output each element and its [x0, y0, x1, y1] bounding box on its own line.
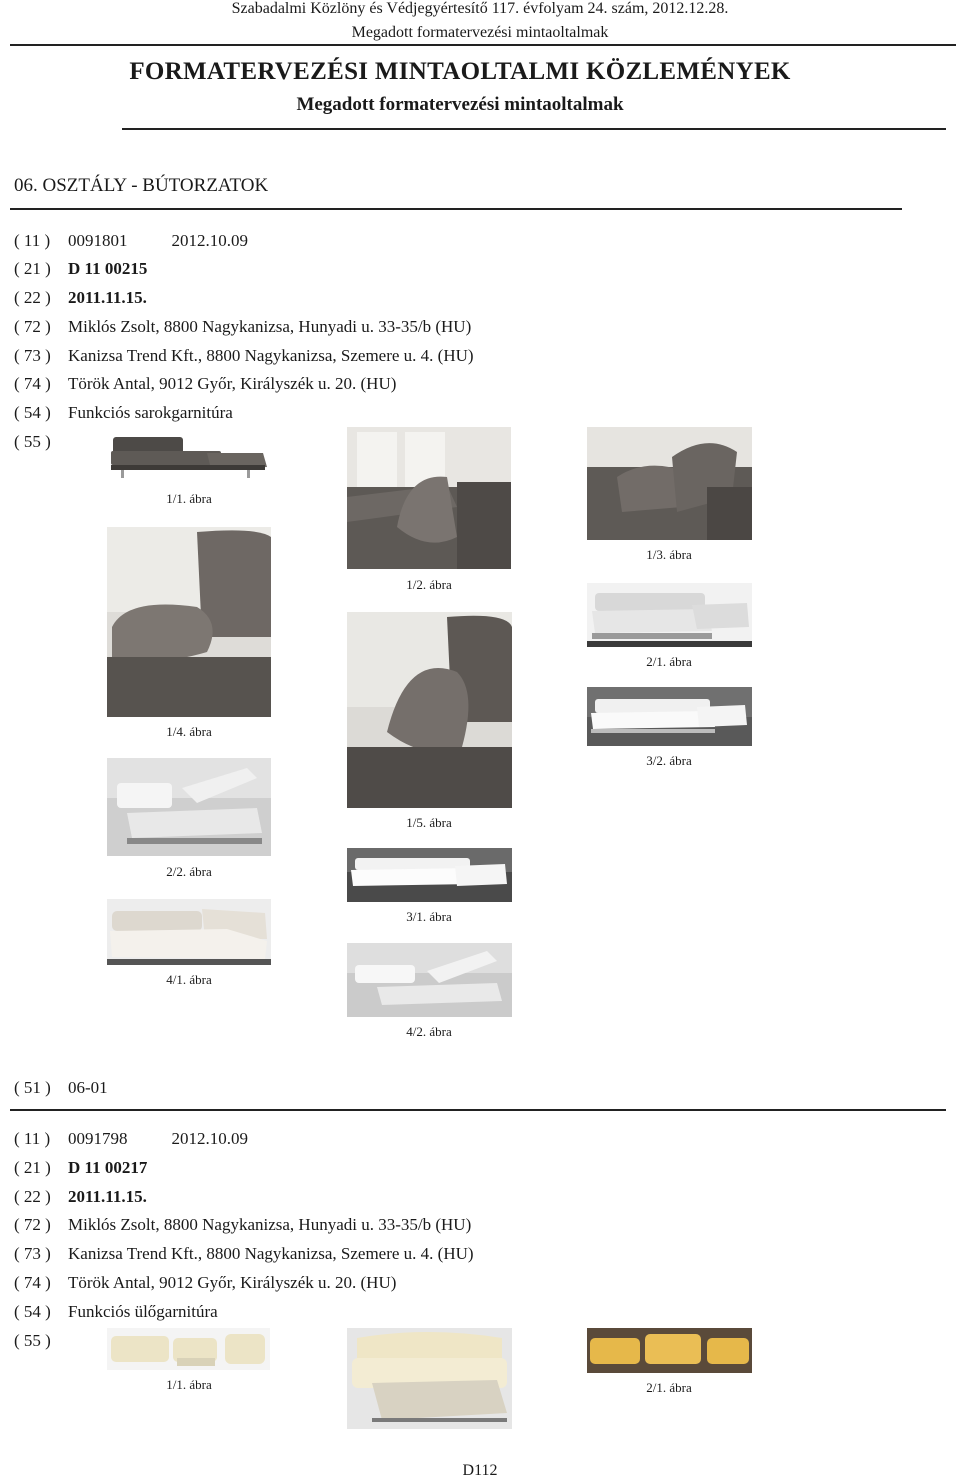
designer: Miklós Zsolt, 8800 Nagykanizsa, Hunyadi u. 33-35/b (HU) — [68, 1215, 472, 1234]
figure-3-1-image — [347, 848, 512, 902]
field-code: ( 21 ) — [14, 1158, 51, 1177]
field-code: ( 74 ) — [14, 1273, 51, 1292]
registration-number: 0091798 — [68, 1129, 128, 1148]
record1-field-54 — [14, 402, 233, 424]
figure-r2-1-1-image — [107, 1328, 270, 1370]
record1-field-21 — [14, 258, 147, 280]
figure-3-1-caption: 3/1. ábra — [406, 909, 452, 924]
figure-2-2-image — [107, 758, 271, 856]
page-subtitle: Megadott formatervezési mintaoltalmak — [296, 94, 624, 115]
figure-1-1-caption: 1/1. ábra — [166, 491, 212, 506]
field-code: ( 55 ) — [14, 432, 51, 451]
section-rule — [10, 208, 902, 210]
record2-field-11 — [14, 1128, 248, 1150]
figure-2-1-caption: 2/1. ábra — [646, 654, 692, 669]
registration-number: 0091801 — [68, 231, 128, 250]
figure-1-4-caption: 1/4. ábra — [166, 724, 212, 739]
application-number: D 11 00217 — [68, 1158, 148, 1177]
record1-field-55 — [14, 431, 68, 453]
record2-field-73 — [14, 1243, 474, 1265]
field-code: ( 72 ) — [14, 317, 51, 336]
record1-field-51 — [14, 1077, 108, 1099]
record1-field-22 — [14, 287, 147, 309]
record-separator-rule — [10, 1109, 946, 1111]
field-code: ( 73 ) — [14, 346, 51, 365]
title-rule — [122, 128, 946, 130]
field-code: ( 22 ) — [14, 1187, 51, 1206]
field-code: ( 22 ) — [14, 288, 51, 307]
registration-date: 2012.10.09 — [171, 1129, 248, 1148]
registration-date: 2012.10.09 — [171, 231, 248, 250]
holder: Kanizsa Trend Kft., 8800 Nagykanizsa, Szemere u. 4. (HU) — [68, 346, 474, 365]
figure-1-3-caption: 1/3. ábra — [646, 547, 692, 562]
figure-1-1-image — [107, 429, 269, 481]
field-code: ( 74 ) — [14, 374, 51, 393]
record2-field-54 — [14, 1301, 218, 1323]
page-number: D112 — [462, 1462, 498, 1479]
figure-r2-1-2-image — [347, 1328, 512, 1429]
design-title: Funkciós ülőgarnitúra — [68, 1302, 218, 1321]
figure-r2-2-1-caption: 2/1. ábra — [646, 1380, 692, 1395]
figure-2-1-image — [587, 583, 752, 647]
figure-1-3-image — [587, 427, 752, 540]
field-code: ( 51 ) — [14, 1078, 51, 1097]
running-header-publication: Szabadalmi Közlöny és Védjegyértesítő 117. évfolyam 24. szám, 2012.12.28. — [231, 0, 729, 17]
figure-1-5-image — [347, 612, 512, 808]
running-header-section: Megadott formatervezési mintaoltalmak — [351, 24, 609, 41]
record2-field-55 — [14, 1330, 68, 1352]
locarno-class: 06-01 — [68, 1078, 108, 1097]
record1-field-11 — [14, 230, 248, 252]
field-code: ( 73 ) — [14, 1244, 51, 1263]
record2-field-74 — [14, 1272, 396, 1294]
header-rule — [10, 44, 956, 46]
design-title: Funkciós sarokgarnitúra — [68, 403, 233, 422]
application-number: D 11 00215 — [68, 259, 148, 278]
representative: Török Antal, 9012 Győr, Királyszék u. 20. (HU) — [68, 374, 397, 393]
figure-1-2-caption: 1/2. ábra — [406, 577, 452, 592]
record1-field-74 — [14, 373, 396, 395]
field-code: ( 54 ) — [14, 1302, 51, 1321]
figure-1-5-caption: 1/5. ábra — [406, 815, 452, 830]
figure-4-2-image — [347, 943, 512, 1017]
designer: Miklós Zsolt, 8800 Nagykanizsa, Hunyadi u. 33-35/b (HU) — [68, 317, 472, 336]
figure-4-1-caption: 4/1. ábra — [166, 972, 212, 987]
figure-3-2-caption: 3/2. ábra — [646, 753, 692, 768]
record2-field-21 — [14, 1157, 147, 1179]
record2-field-72 — [14, 1214, 471, 1236]
record2-field-22 — [14, 1186, 147, 1208]
field-code: ( 11 ) — [14, 231, 51, 250]
field-code: ( 55 ) — [14, 1331, 51, 1350]
record1-field-72 — [14, 316, 471, 338]
field-code: ( 72 ) — [14, 1215, 51, 1234]
figure-3-2-image — [587, 687, 752, 746]
holder: Kanizsa Trend Kft., 8800 Nagykanizsa, Szemere u. 4. (HU) — [68, 1244, 474, 1263]
record1-field-73 — [14, 345, 474, 367]
field-code: ( 54 ) — [14, 403, 51, 422]
figure-4-1-image — [107, 899, 271, 965]
figure-r2-2-1-image — [587, 1328, 752, 1373]
filing-date: 2011.11.15. — [68, 1187, 147, 1206]
figure-r2-1-1-caption: 1/1. ábra — [166, 1377, 212, 1392]
figure-2-2-caption: 2/2. ábra — [166, 864, 212, 879]
figure-1-4-image — [107, 527, 271, 717]
class-heading: 06. OSZTÁLY - BÚTORZATOK — [14, 175, 269, 196]
field-code: ( 21 ) — [14, 259, 51, 278]
page-title: FORMATERVEZÉSI MINTAOLTALMI KÖZLEMÉNYEK — [129, 58, 791, 85]
field-code: ( 11 ) — [14, 1129, 51, 1148]
figure-1-2-image — [347, 427, 511, 569]
representative: Török Antal, 9012 Győr, Királyszék u. 20. (HU) — [68, 1273, 397, 1292]
figure-4-2-caption: 4/2. ábra — [406, 1024, 452, 1039]
filing-date: 2011.11.15. — [68, 288, 147, 307]
